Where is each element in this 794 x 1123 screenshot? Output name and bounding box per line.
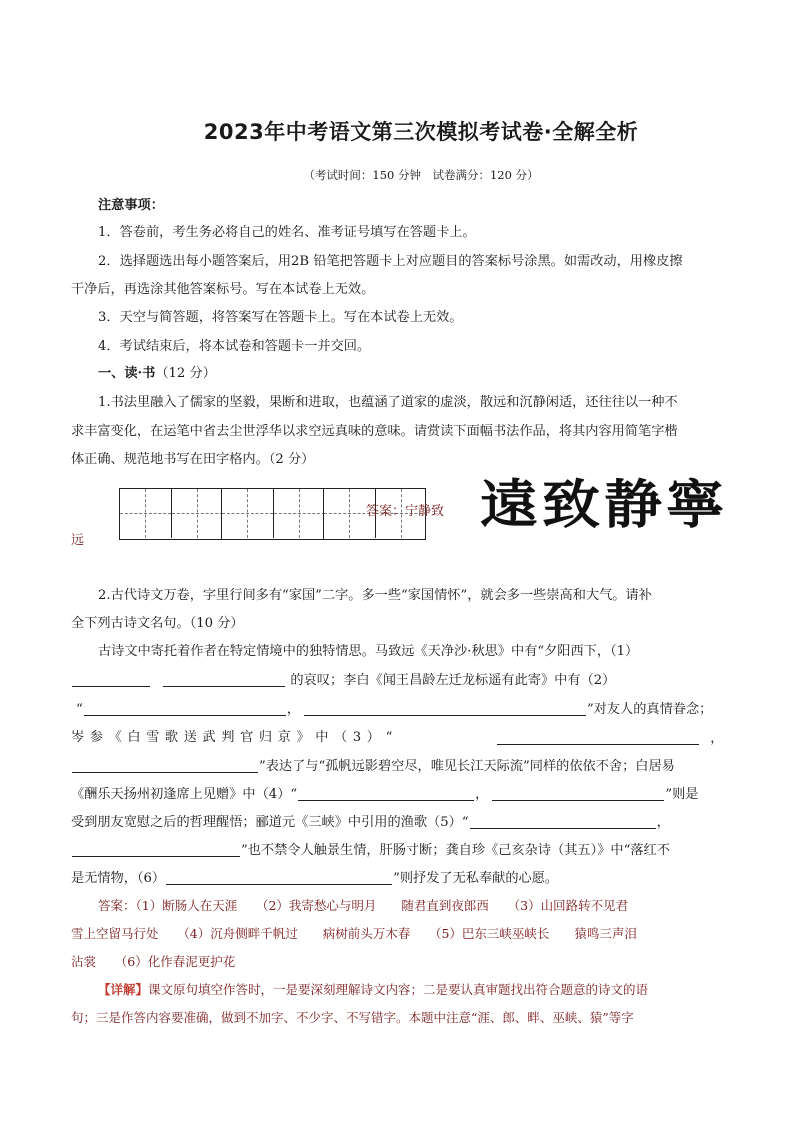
q2-answer-3: 沾裳 （6）化作春泥更护花 xyxy=(71,954,236,969)
q2-intro-2: 全下列古诗文名句。（10 分） xyxy=(71,616,244,631)
q2-intro-1: 2.古代诗文万卷，字里行间多有“家国”二字。多一些“家国情怀”，就会多一些崇高和大气。请补 xyxy=(98,588,652,603)
notice-item-3: 3．天空与简答题，将答案写在答题卡上。写在本试卷上无效。 xyxy=(98,310,463,325)
answer-blank[interactable] xyxy=(304,702,586,716)
answer-blank[interactable] xyxy=(492,787,664,801)
q2-line-3-text: ”对友人的真情眷念； xyxy=(586,701,713,717)
q2-line-5-text: ”表达了与“孤帆远影碧空尽，唯见长江天际流”同样的依依不舍；白居易 xyxy=(259,758,675,774)
q2-line-8 xyxy=(71,843,670,857)
section-points: （12 分） xyxy=(155,366,216,381)
notice-item-4: 4．考试结束后，将本试卷和答题卡一并交回。 xyxy=(98,339,371,354)
notice-item-2: 2．选择题选出每小题答案后，用2B 铅笔把答题卡上对应题目的答案标号涂黑。如需改动，用橡皮擦 xyxy=(98,254,683,269)
q2-line-1: 古诗文中寄托着作者在特定情境中的独特情思。马致远《天净沙·秋思》中有“夕阳西下，（1） xyxy=(98,644,639,659)
q2-answer-1: 答案：（1）断肠人在天涯 （2）我寄愁心与明月 随君直到夜郎西 （3）山回路转不见君 xyxy=(98,898,629,913)
answer-blank[interactable] xyxy=(470,815,656,829)
comma: ， xyxy=(710,730,724,746)
answer-blank[interactable] xyxy=(72,759,258,773)
q1-answer-text: 宁静致 xyxy=(405,504,445,519)
q2-line-4-blank xyxy=(496,731,723,745)
notice-item-2-cont: 干净后，再选涂其他答案标号。写在本试卷上无效。 xyxy=(71,282,375,297)
q2-line-2 xyxy=(71,673,615,687)
grid-group-1 xyxy=(119,488,222,540)
grid-cell[interactable] xyxy=(120,489,171,538)
notice-item-1: 1．答卷前，考生务必将自己的姓名、准考证号填写在答题卡上。 xyxy=(98,225,476,240)
answer-blank[interactable] xyxy=(298,787,474,801)
q2-line-5 xyxy=(71,759,675,773)
q2-line-6-text: 《酬乐天扬州初逢席上见赠》中（4）“ xyxy=(71,786,298,802)
grid-group-2 xyxy=(221,488,324,540)
notice-heading: 注意事项： xyxy=(98,198,164,213)
q1-text-1: 1.书法里融入了儒家的坚毅，果断和进取，也蕴涵了道家的虚淡，散远和沉静闲适，还往往以一种不 xyxy=(98,395,678,410)
answer-blank[interactable] xyxy=(84,702,286,716)
exam-info: （考试时间：150 分钟 试卷满分：120 分） xyxy=(303,168,539,182)
q2-line-6 xyxy=(71,787,698,801)
page-title: 2023年中考语文第三次模拟考试卷·全解全析 xyxy=(203,120,639,144)
q1-answer xyxy=(366,505,444,518)
answer-blank[interactable] xyxy=(72,843,240,857)
q2-line-4 xyxy=(71,731,398,744)
answer-blank[interactable] xyxy=(497,731,699,745)
q2-line-6-end: ”则是 xyxy=(665,786,699,802)
comma: ， xyxy=(656,814,670,830)
comma: ， xyxy=(475,786,489,802)
q2-line-2-text: 的哀叹；李白《闻王昌龄左迁龙标遥有此寄》中有（2） xyxy=(290,672,616,688)
answer-blank[interactable] xyxy=(166,871,392,885)
explanation-2: 句；三是作答内容要准确，做到不加字、不少字、不写错字。本题中注意“涯、郎、畔、巫峡、猿”等字 xyxy=(71,1010,634,1025)
quote-open: “ xyxy=(76,701,83,717)
q2-line-9 xyxy=(71,871,558,885)
explanation-text-1: 课文原句填空作答时，一是要深刻理解诗文内容；二是要认真审题找出符合题意的诗文的语 xyxy=(148,982,649,997)
section-heading xyxy=(98,367,216,380)
q1-answer-label: 答案： xyxy=(366,504,406,519)
grid-cell[interactable] xyxy=(222,489,273,538)
q1-text-3: 体正确、规范地书写在田字格内。（2 分） xyxy=(71,452,315,467)
answer-blank[interactable] xyxy=(163,673,285,687)
q1-text-2: 求丰富变化，在运笔中省去尘世浮华以求空远真味的意味。请赏读下面幅书法作品，将其内容用简笔字楷 xyxy=(71,424,678,439)
calligraphy-artwork: 遠致静寧 xyxy=(480,473,729,536)
section-title: 一、读·书 xyxy=(98,366,156,381)
q2-line-9-end: ”则抒发了无私奉献的心愿。 xyxy=(393,870,559,886)
q2-line-9-text: 是无情物，（6） xyxy=(71,870,166,886)
explanation-tag: 【详解】 xyxy=(98,982,149,997)
answer-blank[interactable] xyxy=(72,673,150,687)
grid-cell[interactable] xyxy=(273,489,324,538)
q2-line-3 xyxy=(76,702,712,716)
q2-line-7 xyxy=(71,815,670,829)
q2-answer-2: 雪上空留马行处 （4）沉舟侧畔千帆过 病树前头万木春 （5）巴东三峡巫峡长 猿鸣三声泪 xyxy=(71,926,637,941)
q2-line-8-text: ”也不禁令人触景生情，肝肠寸断；龚自珍《己亥杂诗（其五）》中“落红不 xyxy=(241,842,670,858)
comma: ， xyxy=(286,701,300,717)
q2-line-7-text: 受到朋友宽慰之后的哲理醒悟；郦道元《三峡》中引用的渔歌（5）“ xyxy=(71,814,469,830)
q1-answer-wrap: 远 xyxy=(71,533,85,548)
q2-line-4-text: 岑参《白雪歌送武判官归京》中（3）“ xyxy=(71,730,398,745)
grid-cell[interactable] xyxy=(171,489,222,538)
explanation-1 xyxy=(98,984,648,997)
